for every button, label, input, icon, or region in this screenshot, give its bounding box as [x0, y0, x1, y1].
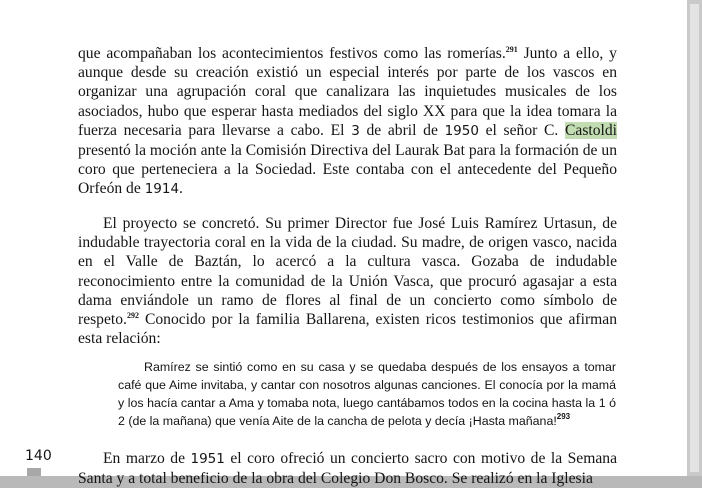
text-run: En marzo de — [103, 450, 191, 467]
text-run: Conocido por la familia Ballarena, existen ricos testimonios que afirman esta relación: — [78, 311, 617, 348]
footnote-ref-291[interactable]: 291 — [505, 45, 518, 54]
page-number: 140 — [25, 448, 52, 464]
page-footer-marker — [27, 468, 41, 476]
text-run: el coro ofreció un concierto sacro con motivo de la Semana Santa y a total beneficio de la obra del Colegio Don Bosco. Se realizó en la Iglesia — [78, 450, 617, 488]
text-run: presentó la moción ante la Comisión Directiva del Laurak Bat para la formación de un coro que perteneciera a la Sociedad. Este contaba con el antecedente del Pequeño Orfeón de — [78, 142, 617, 198]
quote-text: Ramírez se sintió como en su casa y se quedaba después de los ensayos a tomar café que Aime invitaba, y cantar con nosotros algunas canciones. El conocía por la mamá y los hacía cantar a Ama y tomaba nota, luego cantábamos todos en la cocina hasta la 1 ó 2 (de la mañana) que venía Aite de la cancha de pelota y decía ¡Hasta mañana! — [118, 360, 616, 429]
text-run: de abril de — [359, 121, 445, 139]
block-quote — [118, 358, 616, 430]
search-highlight[interactable]: Castoldi — [565, 121, 617, 139]
vertical-scrollbar[interactable] — [687, 0, 702, 476]
text-run: Junto a ello, y aunque desde su creación existió un especial interés por parte de los vascos en organizar una agrupación coral que canalizara las inquietudes musicales de los asociados, hubo que esperar hasta mediados del siglo XX para que la idea tomara la fuerza necesaria para llevarse a cabo. El — [78, 45, 617, 139]
paragraph-1 — [78, 44, 617, 200]
date-day: 3 — [351, 122, 360, 139]
date-year: 1950 — [444, 122, 479, 139]
text-run: que acompañaban los acontecimientos festivos como las romerías. — [78, 45, 506, 62]
footnote-ref-292[interactable]: 292 — [126, 311, 139, 321]
paragraph-3 — [78, 449, 617, 488]
date-year: 1914 — [144, 181, 180, 198]
text-run: el señor C. — [478, 121, 566, 139]
text-run: El proyecto se concretó. Su primer Director fue José Luis Ramírez Urtasun, de indudable trayectoria coral en la vida de la ciudad. Su madre, de origen vasco, nacida en el Valle de Baztán, lo acercó a la cultura vasca. Gozaba de indudable reconocimiento entre la comunidad de la Unión Vasca, que procuró agasajar a esta dama enviándole un ramo de flores al final de un concierto como símbolo de respeto. — [78, 215, 617, 329]
paragraph-2 — [78, 214, 617, 348]
text-run: . — [179, 180, 183, 198]
date-year: 1951 — [190, 451, 225, 467]
footnote-ref-293[interactable]: 293 — [556, 412, 571, 422]
scrollbar-track[interactable] — [690, 4, 699, 472]
